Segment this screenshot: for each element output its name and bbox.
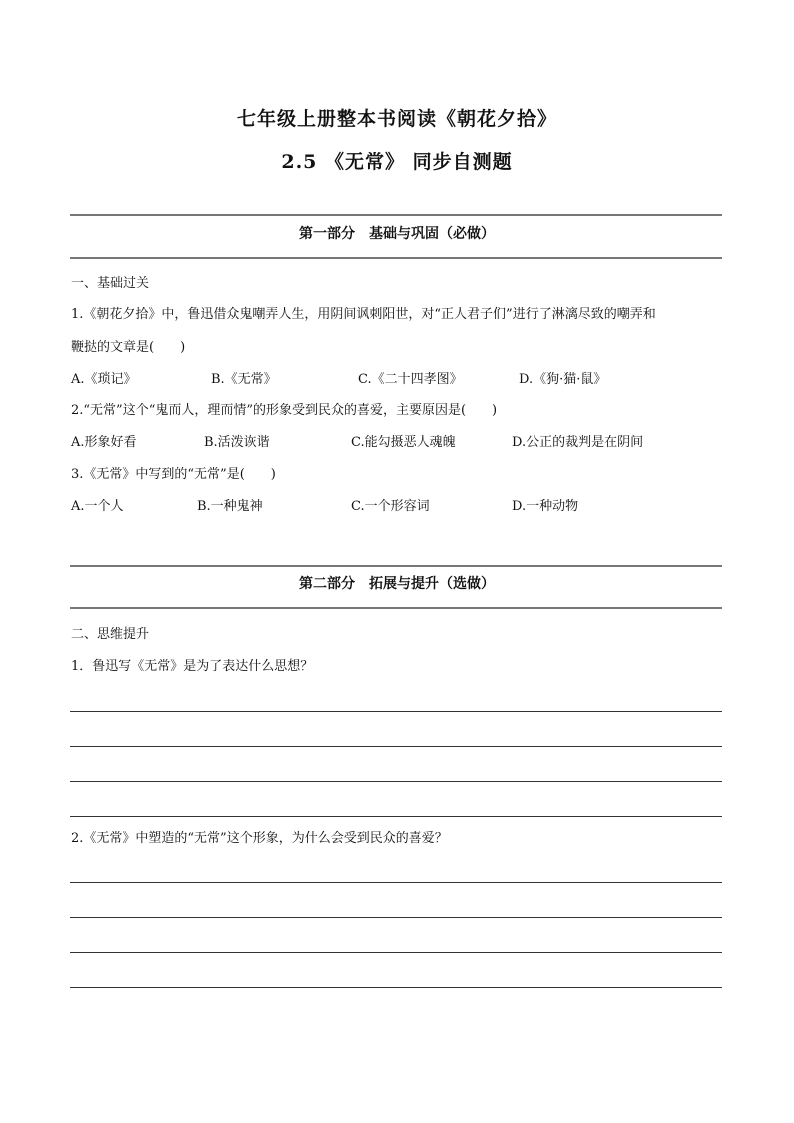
answer-line — [70, 781, 722, 782]
q2-option-b: B.活泼诙谐 — [204, 435, 270, 450]
q3-option-c: C.一个形容词 — [351, 499, 430, 514]
q3-line1: 3.《无常》中写到的“无常”是( ) — [71, 467, 276, 482]
answer-line — [70, 987, 722, 988]
document-title: 七年级上册整本书阅读《朝花夕拾》 — [236, 108, 557, 130]
q1-option-c: C.《二十四孝图》 — [358, 372, 463, 387]
part1-top-rule — [70, 214, 722, 216]
document-subtitle: 2.5 《无常》 同步自测题 — [281, 151, 513, 173]
q1-line1: 1.《朝花夕拾》中，鲁迅借众鬼嘲弄人生，用阴间讽刺阳世，对“正人君子们”进行了淋漓尽致的嘲弄和 — [71, 307, 656, 322]
answer-line — [70, 746, 722, 747]
answer-line — [70, 952, 722, 953]
q1-option-a: A.《琐记》 — [71, 372, 137, 387]
part1-section-label: 一、基础过关 — [71, 276, 150, 291]
q3-option-b: B.一种鬼神 — [197, 499, 263, 514]
part2-bottom-rule — [70, 607, 722, 609]
open-q2: 2.《无常》中塑造的“无常”这个形象，为什么会受到民众的喜爱？ — [71, 831, 448, 846]
open-q1: 1．鲁迅写《无常》是为了表达什么思想？ — [71, 659, 314, 674]
q3-option-a: A.一个人 — [71, 499, 124, 514]
q3-option-d: D.一种动物 — [512, 499, 579, 514]
q1-line2: 鞭挞的文章是( ) — [71, 340, 186, 355]
answer-line — [70, 816, 722, 817]
q1-option-b: B.《无常》 — [211, 372, 277, 387]
part1-bottom-rule — [70, 257, 722, 259]
part2-top-rule — [70, 565, 722, 567]
q2-line1: 2.“无常”这个“鬼而人，理而情”的形象受到民众的喜爱，主要原因是( ) — [71, 403, 498, 418]
answer-line — [70, 711, 722, 712]
q2-option-c: C.能勾摄恶人魂魄 — [351, 435, 456, 450]
part2-section-label: 二、思维提升 — [71, 627, 150, 642]
q2-option-a: A.形象好看 — [71, 435, 137, 450]
part1-heading: 第一部分 基础与巩固（必做） — [299, 226, 495, 242]
part2-heading: 第二部分 拓展与提升（选做） — [299, 576, 495, 592]
answer-line — [70, 882, 722, 883]
q1-option-d: D.《狗·猫·鼠》 — [519, 372, 607, 387]
answer-line — [70, 917, 722, 918]
q2-option-d: D.公正的裁判是在阴间 — [512, 435, 644, 450]
